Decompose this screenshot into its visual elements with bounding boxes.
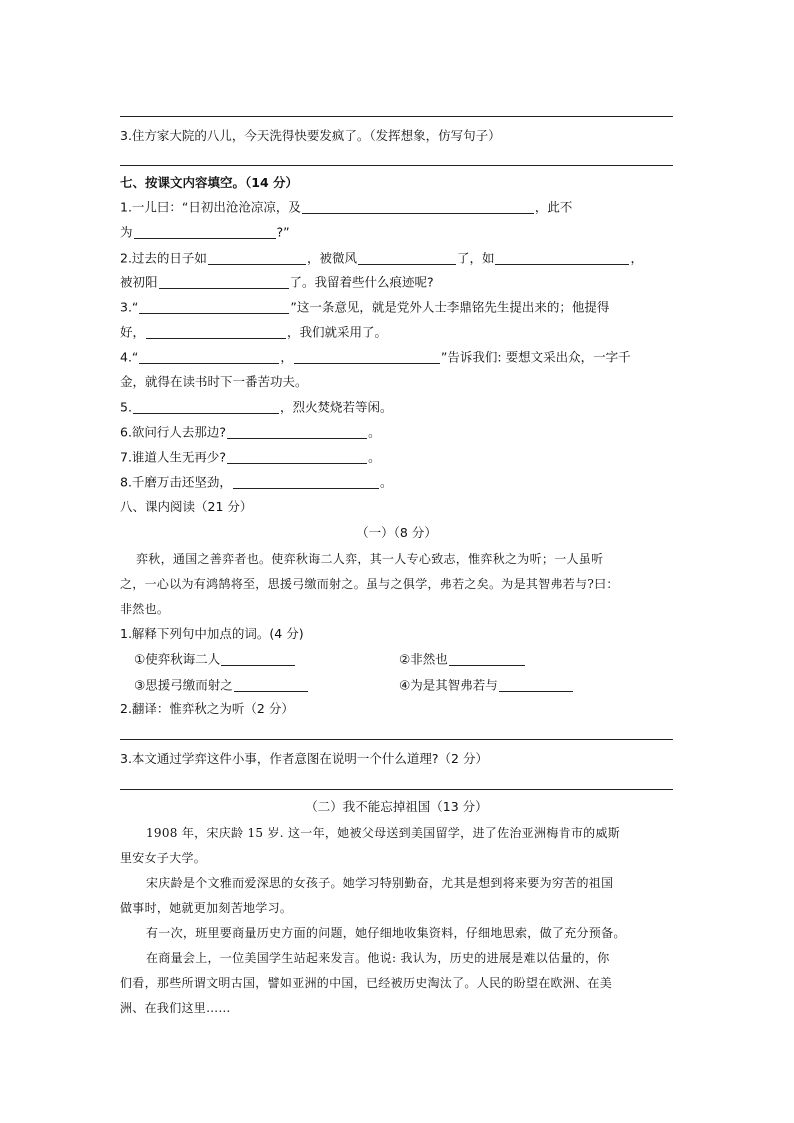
fill-blank[interactable] [133, 401, 279, 414]
p1-q1-a [134, 653, 296, 666]
fill-blank[interactable] [358, 252, 456, 265]
s7-item6 [120, 426, 381, 439]
passage2-line: 宋庆龄是个文雅而爱深思的女孩子。她学习特别勤奋，尤其是想到将来要为穷苦的祖国 [146, 876, 614, 890]
s7-item5 [120, 401, 392, 414]
s7-item3-line1 [120, 301, 609, 314]
text: ，烈火焚烧若等闲。 [279, 399, 393, 415]
s7-item2-line1 [120, 252, 643, 265]
p1-q1-d [399, 679, 574, 692]
fill-blank[interactable] [139, 301, 289, 314]
text: 被初阳 [120, 274, 158, 290]
text: 6.欲问行人去那边? [120, 424, 227, 440]
fill-blank[interactable] [495, 252, 629, 265]
p1-q1-c [134, 679, 309, 692]
fill-blank[interactable] [294, 351, 440, 364]
fill-blank[interactable] [233, 476, 379, 489]
answer-line[interactable] [120, 165, 673, 166]
text: 5. [120, 399, 132, 415]
text: 3.“ [120, 299, 139, 315]
s7-item1-line1 [120, 201, 572, 214]
fill-blank[interactable] [139, 351, 279, 364]
text: ①使弈秋诲二人 [134, 651, 221, 667]
s7-item8 [120, 476, 392, 489]
passage1-line: 之，一心以为有鸿鹄将至，思援弓缴而射之。虽与之俱学，弗若之矣。为是其智弗若与?曰： [120, 577, 619, 591]
p1-q1-b [399, 653, 526, 666]
passage2-line: 有一次，班里要商量历史方面的问题，她仔细地收集资料，仔细地思索，做了充分预备。 [146, 926, 626, 940]
text: 8.千磨万击还坚劲， [120, 474, 232, 490]
text: ?” [276, 224, 290, 240]
text: 7.谁道人生无再少? [120, 449, 227, 465]
text: ，被微风 [306, 250, 357, 266]
fill-blank[interactable] [146, 326, 286, 339]
s7-item3-line2 [120, 326, 387, 339]
fill-blank[interactable] [208, 252, 306, 265]
answer-line[interactable] [120, 739, 673, 740]
passage1-line: 弈秋，通国之善弈者也。使弈秋诲二人弈，其一人专心致志，惟弈秋之为听；一人虽听 [136, 552, 604, 566]
text: ②非然也 [399, 651, 448, 667]
s7-item4-line1 [120, 351, 631, 364]
p1-question2: 2.翻译：惟弈秋之为听（2 分） [120, 701, 294, 716]
text: 了。我留着些什么痕迹呢? [289, 274, 434, 290]
text: ③思援弓缴而射之 [134, 677, 233, 693]
text: 为 [120, 224, 133, 240]
text: ， [280, 349, 293, 365]
q6-item3: 3.住方家大院的八儿，今天洗得快要发疯了。（发挥想象，仿写句子） [120, 128, 501, 143]
p1-question3: 3.本文通过学弈这件小事，作者意图在说明一个什么道理?（2 分） [120, 751, 488, 766]
fill-blank[interactable] [234, 679, 308, 692]
text: ，我们就采用了。 [287, 324, 388, 340]
passage2-line: 们看，那些所谓文明古国，譬如亚洲的中国，已经被历史淘汰了。人民的盼望在欧洲、在美 [120, 976, 613, 990]
passage2-title: （二）我不能忘掉祖国（13 分） [305, 799, 488, 814]
passage2-line: 1908 年，宋庆龄 15 岁. 这一年，她被父母送到美国留学，进了佐治亚洲梅肯市的威斯 [146, 826, 621, 840]
passage2-line: 洲、在我们这里…… [120, 1001, 231, 1015]
text: ，此不 [534, 199, 573, 215]
s7-item2-line2 [120, 276, 434, 289]
s7-item7 [120, 451, 381, 464]
text: 。 [379, 474, 393, 490]
text: 2.过去的日子如 [120, 250, 207, 266]
passage2-line: 里安女子大学。 [120, 851, 207, 865]
text: 。 [368, 449, 381, 465]
fill-blank[interactable] [449, 653, 525, 666]
passage1-line: 非然也。 [120, 602, 170, 616]
section7-title: 七、按课文内容填空。（14 分） [120, 175, 298, 190]
text: ”告诉我们: 要想文采出众，一字千 [440, 349, 631, 365]
fill-blank[interactable] [227, 451, 367, 464]
fill-blank[interactable] [159, 276, 289, 289]
fill-blank[interactable] [134, 226, 276, 239]
text: 好， [120, 324, 146, 340]
text: ”这一条意见，就是党外人士李鼎铭先生提出来的；他提得 [290, 299, 610, 315]
text: ， [630, 250, 643, 266]
text: 1.一儿曰：“日初出沧沧凉凉，及 [120, 199, 301, 215]
text: 。 [368, 424, 381, 440]
section8-title: 八、课内阅读（21 分） [120, 499, 253, 514]
s7-item1-line2 [120, 226, 290, 239]
s7-item4-line2: 金，就得在读书时下一番苦功夫。 [120, 374, 308, 389]
answer-line[interactable] [120, 116, 673, 117]
fill-blank[interactable] [499, 679, 573, 692]
text: 了，如 [456, 250, 495, 266]
passage2-line: 做事时，她就更加刻苦地学习。 [120, 901, 293, 915]
passage1-title: （一）（8 分） [356, 525, 437, 540]
answer-line[interactable] [120, 789, 673, 790]
fill-blank[interactable] [227, 426, 367, 439]
text: 4.“ [120, 349, 139, 365]
p1-question1: 1.解释下列句中加点的词。(4 分) [120, 626, 304, 641]
text: ④为是其智弗若与 [399, 677, 498, 693]
fill-blank[interactable] [302, 201, 534, 214]
passage2-line: 在商量会上，一位美国学生站起来发言。他说: 我认为，历史的进展是难以估量的，你 [146, 951, 610, 965]
fill-blank[interactable] [221, 653, 295, 666]
